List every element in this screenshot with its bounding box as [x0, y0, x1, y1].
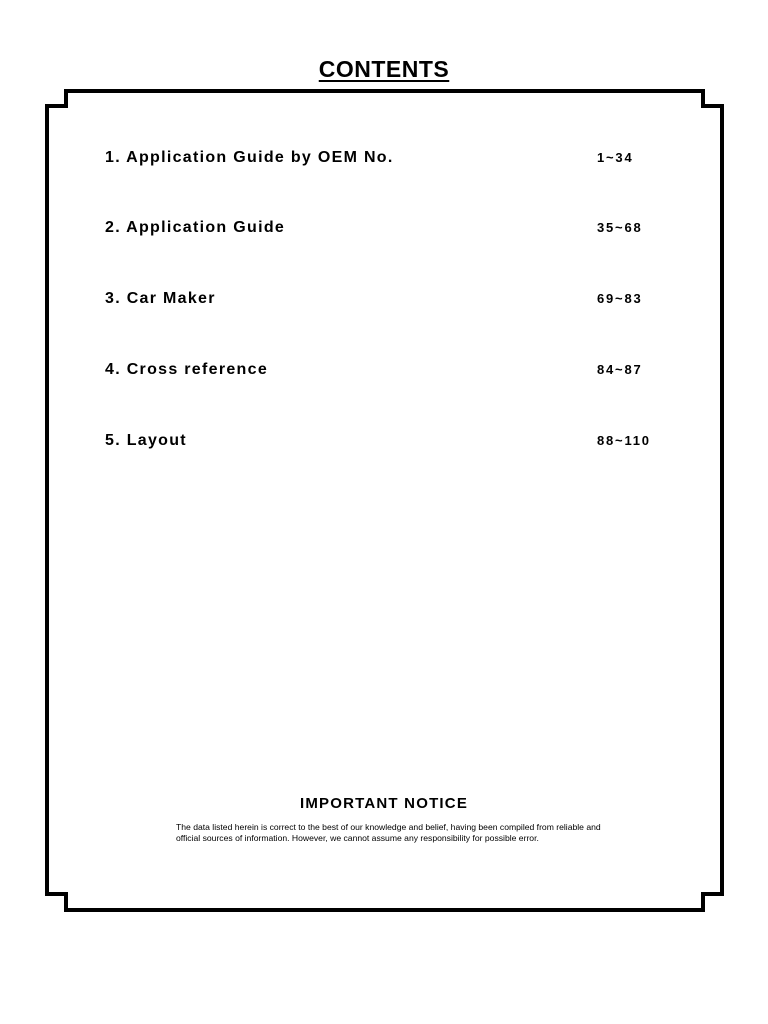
- toc-entry-pages: 69~83: [597, 291, 643, 306]
- toc-entry-pages: 1~34: [597, 150, 634, 165]
- page-title: [0, 56, 768, 83]
- toc-entry-title: 4. Cross reference: [105, 361, 269, 378]
- notice-heading: IMPORTANT NOTICE: [299, 795, 469, 812]
- notice-body: The data listed herein is correct to the best of our knowledge and belief, having been compiled from reliable and official sources of information. However, we cannot assume any responsibility for possible error.: [176, 822, 601, 843]
- toc-entry: [105, 361, 705, 385]
- toc-entry-title: 3. Car Maker: [105, 290, 216, 307]
- page-title-text: CONTENTS: [318, 56, 450, 82]
- toc-entry-title: 2. Application Guide: [105, 219, 286, 236]
- toc-entry-title: 1. Application Guide by OEM No.: [105, 149, 394, 166]
- toc-entry-title: 5. Layout: [105, 432, 187, 449]
- toc-entry: [105, 290, 705, 314]
- toc-entry-pages: 35~68: [597, 220, 643, 235]
- toc-entry: [105, 149, 705, 173]
- toc-entry-pages: 88~110: [597, 433, 651, 448]
- toc-entry: [105, 432, 705, 456]
- toc-entry-pages: 84~87: [597, 362, 643, 377]
- toc-entry: [105, 219, 705, 243]
